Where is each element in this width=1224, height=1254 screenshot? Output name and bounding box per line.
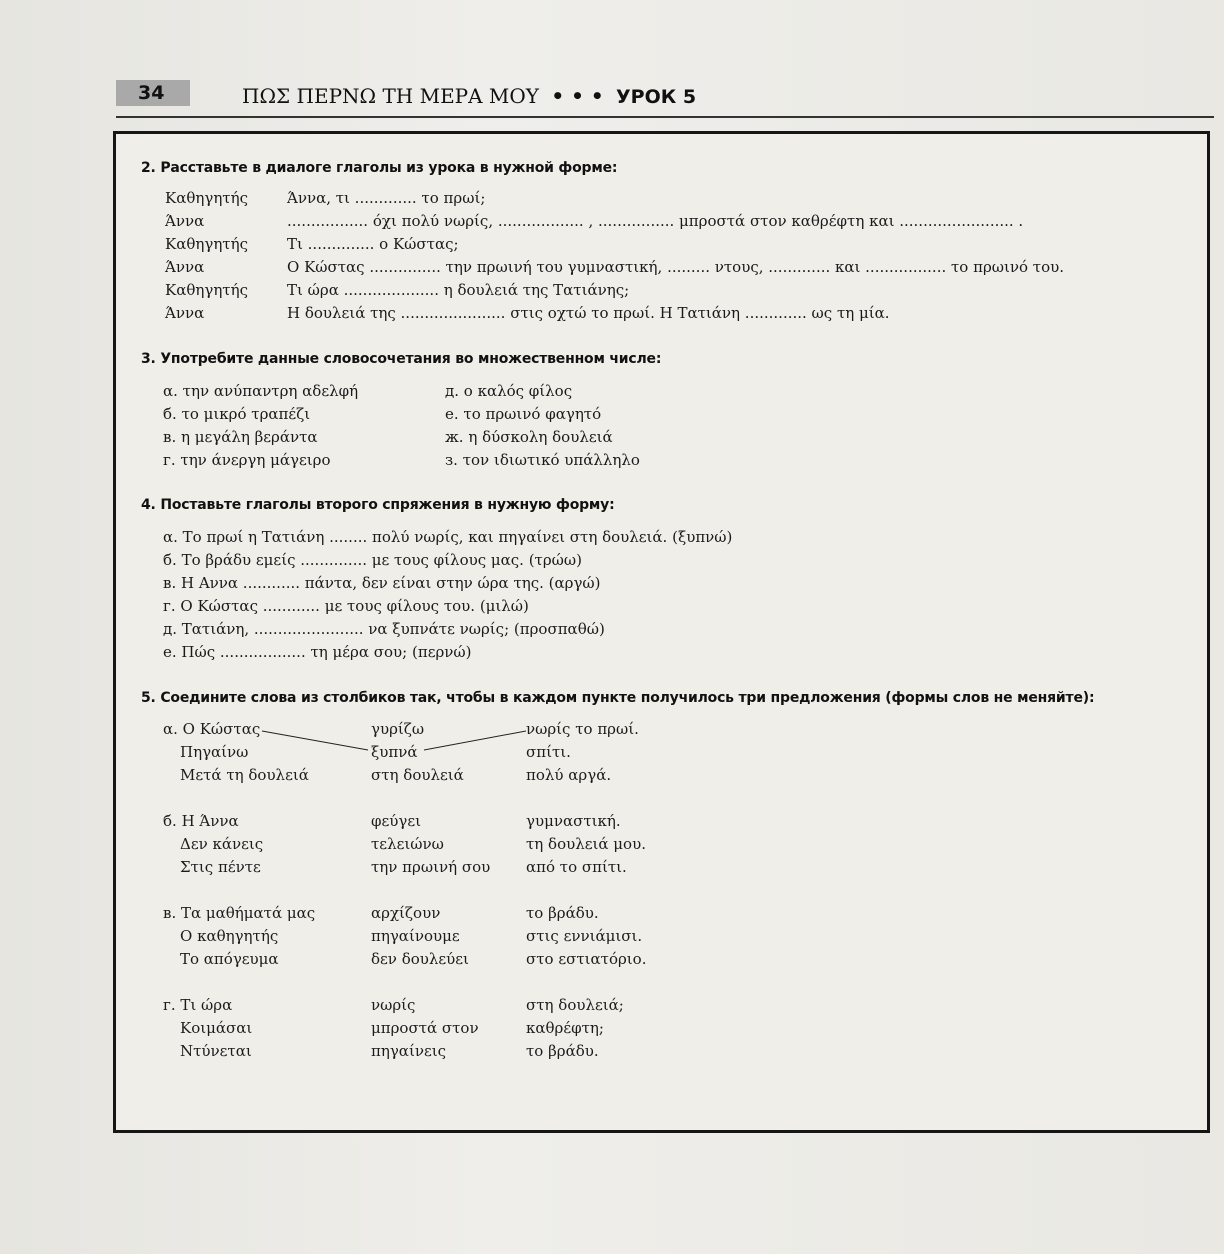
task5-word: σπίτι. bbox=[526, 743, 571, 761]
task5-word: στη δουλειά; bbox=[526, 996, 624, 1014]
task5-word: τη δουλειά μου. bbox=[526, 835, 646, 853]
task5-word: στις εννιάμισι. bbox=[526, 927, 643, 945]
task5-word: στη δουλειά bbox=[371, 766, 464, 784]
task5-word: Πηγαίνω bbox=[180, 743, 249, 761]
task4-sentence: в. Η Αννα ............ πάντα, δεν είναι στην ώρα της. (αργώ) bbox=[163, 574, 601, 592]
task2-speaker: Άννα bbox=[165, 258, 205, 276]
task2-line: Τι ώρα .................... η δουλειά της Τατιάνης; bbox=[287, 281, 630, 299]
task5-word: α. Ο Κώστας bbox=[163, 720, 261, 738]
connector-line bbox=[424, 731, 526, 750]
task5-word: Ντύνεται bbox=[180, 1042, 252, 1060]
task5-title: 5. Соедините слова из столбиков так, чтобы в каждом пункте получилось три предложения (формы слов не меняйте): bbox=[141, 690, 1095, 706]
task5-word: πολύ αργά. bbox=[526, 766, 612, 784]
page-title: ΠΩΣ ΠΕΡΝΩ ΤΗ ΜΕΡΑ ΜΟΥ bbox=[242, 84, 540, 108]
task4-sentence: е. Πώς .................. τη μέρα σου; (περνώ) bbox=[163, 643, 472, 661]
task3-phrase: з. τον ιδιωτικό υπάλληλο bbox=[445, 451, 640, 469]
task4-sentence: г. Ο Κώστας ............ με τους φίλους του. (μιλώ) bbox=[163, 597, 529, 615]
task2-speaker: Καθηγητής bbox=[165, 189, 248, 207]
task5-word: б. Η Άννα bbox=[163, 812, 239, 830]
task5-word: γυρίζω bbox=[371, 720, 425, 738]
task5-word: Κοιμάσαι bbox=[180, 1019, 253, 1037]
task2-speaker: Άννα bbox=[165, 212, 205, 230]
task5-word: καθρέφτη; bbox=[526, 1019, 604, 1037]
task4-title: 4. Поставьте глаголы второго спряжения в нужную форму: bbox=[141, 497, 615, 513]
task5-word: πηγαίνεις bbox=[371, 1042, 446, 1060]
task5-word: το βράδυ. bbox=[526, 904, 599, 922]
task5-word: αρχίζουν bbox=[371, 904, 441, 922]
task2-line: Άννα, τι ............. το πρωί; bbox=[287, 189, 486, 207]
task2-title: 2. Расставьте в диалоге глаголы из урока в нужной форме: bbox=[141, 160, 618, 176]
task2-line: Ο Κώστας ............... την πρωινή του γυμναστική, ......... ντους, ............. και ................. το πρωινό του. bbox=[287, 258, 1065, 276]
task5-word: πηγαίνουμε bbox=[371, 927, 460, 945]
task3-phrase: е. το πρωινό φαγητό bbox=[445, 405, 602, 423]
lesson-label: УРОК 5 bbox=[616, 86, 697, 108]
task2-speaker: Καθηγητής bbox=[165, 281, 248, 299]
task2-speaker: Άννα bbox=[165, 304, 205, 322]
task4-sentence: б. Το βράδυ εμείς .............. με τους φίλους μας. (τρώω) bbox=[163, 551, 582, 569]
task5-word: γυμναστική. bbox=[526, 812, 621, 830]
task3-phrase: в. η μεγάλη βεράντα bbox=[163, 428, 318, 446]
task5-word: νωρίς το πρωί. bbox=[526, 720, 639, 738]
task5-word: г. Τι ώρα bbox=[163, 996, 233, 1014]
task3-phrase: д. ο καλός φίλος bbox=[445, 382, 573, 400]
task5-word: ξυπνά bbox=[371, 743, 418, 761]
task5-word: στο εστιατόριο. bbox=[526, 950, 647, 968]
task3-phrase: ж. η δύσκολη δουλειά bbox=[445, 428, 613, 446]
task5-word: Μετά τη δουλειά bbox=[180, 766, 309, 784]
task2-speaker: Καθηγητής bbox=[165, 235, 248, 253]
task5-word: τελειώνω bbox=[371, 835, 444, 853]
task5-word: νωρίς bbox=[371, 996, 416, 1014]
task5-word: φεύγει bbox=[371, 812, 422, 830]
connector-line bbox=[262, 731, 368, 750]
page-number: 34 bbox=[116, 80, 190, 106]
task2-line: Τι .............. ο Κώστας; bbox=[287, 235, 459, 253]
task5-word: δεν δουλεύει bbox=[371, 950, 469, 968]
task2-line: ................. όχι πολύ νωρίς, .................. , ................ μπροστά στον καθρέφτη και ........................ . bbox=[287, 212, 1024, 230]
title-separator: • • • bbox=[551, 84, 604, 108]
task5-word: το βράδυ. bbox=[526, 1042, 599, 1060]
task3-phrase: г. την άνεργη μάγειρο bbox=[163, 451, 331, 469]
task3-phrase: α. την ανύπαντρη αδελφή bbox=[163, 382, 359, 400]
task3-title: 3. Употребите данные словосочетания во множественном числе: bbox=[141, 351, 662, 367]
task5-word: από το σπίτι. bbox=[526, 858, 627, 876]
task3-phrase: б. το μικρό τραπέζι bbox=[163, 405, 311, 423]
task5-word: в. Τα μαθήματά μας bbox=[163, 904, 316, 922]
task4-sentence: д. Τατιάνη, ....................... να ξυπνάτε νωρίς; (προσπαθώ) bbox=[163, 620, 605, 638]
task5-word: μπροστά στον bbox=[371, 1019, 479, 1037]
task5-word: Στις πέντε bbox=[180, 858, 261, 876]
task5-word: την πρωινή σου bbox=[371, 858, 491, 876]
task5-word: Ο καθηγητής bbox=[180, 927, 279, 945]
task5-word: Δεν κάνεις bbox=[180, 835, 264, 853]
task2-line: Η δουλειά της ...................... στις οχτώ το πρωί. Η Τατιάνη ............. ως τη μία. bbox=[287, 304, 890, 322]
task4-sentence: α. Το πρωί η Τατιάνη ........ πολύ νωρίς, και πηγαίνει στη δουλειά. (ξυπνώ) bbox=[163, 528, 733, 546]
task5-word: Το απόγευμα bbox=[180, 950, 279, 968]
